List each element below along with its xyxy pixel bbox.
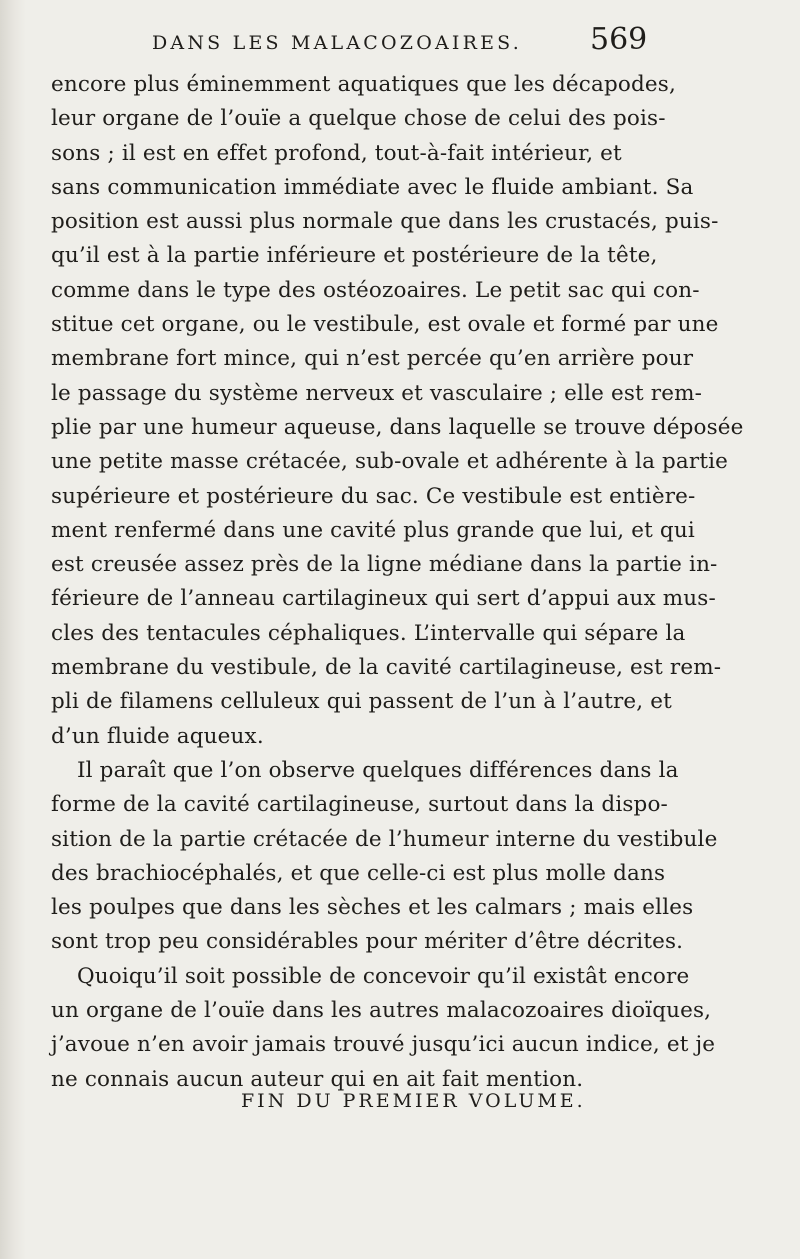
text-line: j’avoue n’en avoir jamais trouvé jusqu’ici aucun indice, et je — [51, 1032, 716, 1058]
page-header — [120, 22, 720, 62]
text-line: sont trop peu considérables pour mériter d’être décrites. — [51, 929, 684, 955]
text-line: comme dans le type des ostéozoaires. Le petit sac qui con- — [51, 277, 700, 303]
text-line: pli de filamens celluleux qui passent de l’un à l’autre, et — [51, 689, 672, 715]
paragraph-first-line: Il paraît que l’on observe quelques différences dans la — [77, 757, 679, 783]
text-line: encore plus éminemment aquatiques que les décapodes, — [51, 72, 676, 97]
body-text — [51, 68, 751, 1097]
text-line: des brachiocéphalés, et que celle-ci est plus molle dans — [51, 860, 666, 886]
text-line: un organe de l’ouïe dans les autres malacozoaires dioïques, — [51, 998, 712, 1024]
text-line: les poulpes que dans les sèches et les calmars ; mais elles — [51, 895, 694, 921]
text-line: stitue cet organe, ou le vestibule, est ovale et formé par une — [51, 312, 719, 338]
text-line: ne connais aucun auteur qui en ait fait mention. — [51, 1066, 584, 1092]
text-line: sons ; il est en effet profond, tout-à-fait intérieur, et — [51, 140, 622, 166]
text-line: supérieure et postérieure du sac. Ce vestibule est entière- — [51, 483, 696, 509]
text-line: férieure de l’anneau cartilagineux qui sert d’appui aux mus- — [51, 586, 716, 612]
running-title: DANS LES MALACOZOAIRES. — [152, 32, 522, 54]
text-line: sans communication immédiate avec le fluide ambiant. Sa — [51, 174, 694, 200]
paragraph-first-line: Quoiqu’il soit possible de concevoir qu’il existât encore — [77, 963, 690, 989]
text-line: ment renfermé dans une cavité plus grande que lui, et qui — [51, 517, 695, 543]
text-line: forme de la cavité cartilagineuse, surtout dans la dispo- — [51, 792, 668, 818]
text-line: le passage du système nerveux et vasculaire ; elle est rem- — [51, 380, 703, 406]
text-line: position est aussi plus normale que dans les crustacés, puis- — [51, 209, 719, 235]
text-line: plie par une humeur aqueuse, dans laquelle se trouve déposée — [51, 414, 744, 440]
page-footer — [95, 1090, 735, 1112]
page-number: 569 — [590, 22, 648, 57]
text-line: qu’il est à la partie inférieure et postérieure de la tête, — [51, 243, 658, 269]
text-line: membrane fort mince, qui n’est percée qu’en arrière pour — [51, 346, 694, 372]
text-line: leur organe de l’ouïe a quelque chose de celui des pois- — [51, 106, 666, 132]
binding-gutter-shadow — [0, 0, 26, 1259]
text-line: sition de la partie crétacée de l’humeur interne du vestibule — [51, 826, 718, 852]
text-line: cles des tentacules céphaliques. L’intervalle qui sépare la — [51, 620, 686, 646]
end-of-volume-mark: FIN DU PREMIER VOLUME. — [241, 1090, 586, 1112]
text-line: est creusée assez près de la ligne médiane dans la partie in- — [51, 552, 718, 578]
text-line: une petite masse crétacée, sub-ovale et adhérente à la partie — [51, 449, 729, 475]
text-line: d’un fluide aqueux. — [51, 723, 264, 749]
text-line: membrane du vestibule, de la cavité cartilagineuse, est rem- — [51, 655, 722, 681]
